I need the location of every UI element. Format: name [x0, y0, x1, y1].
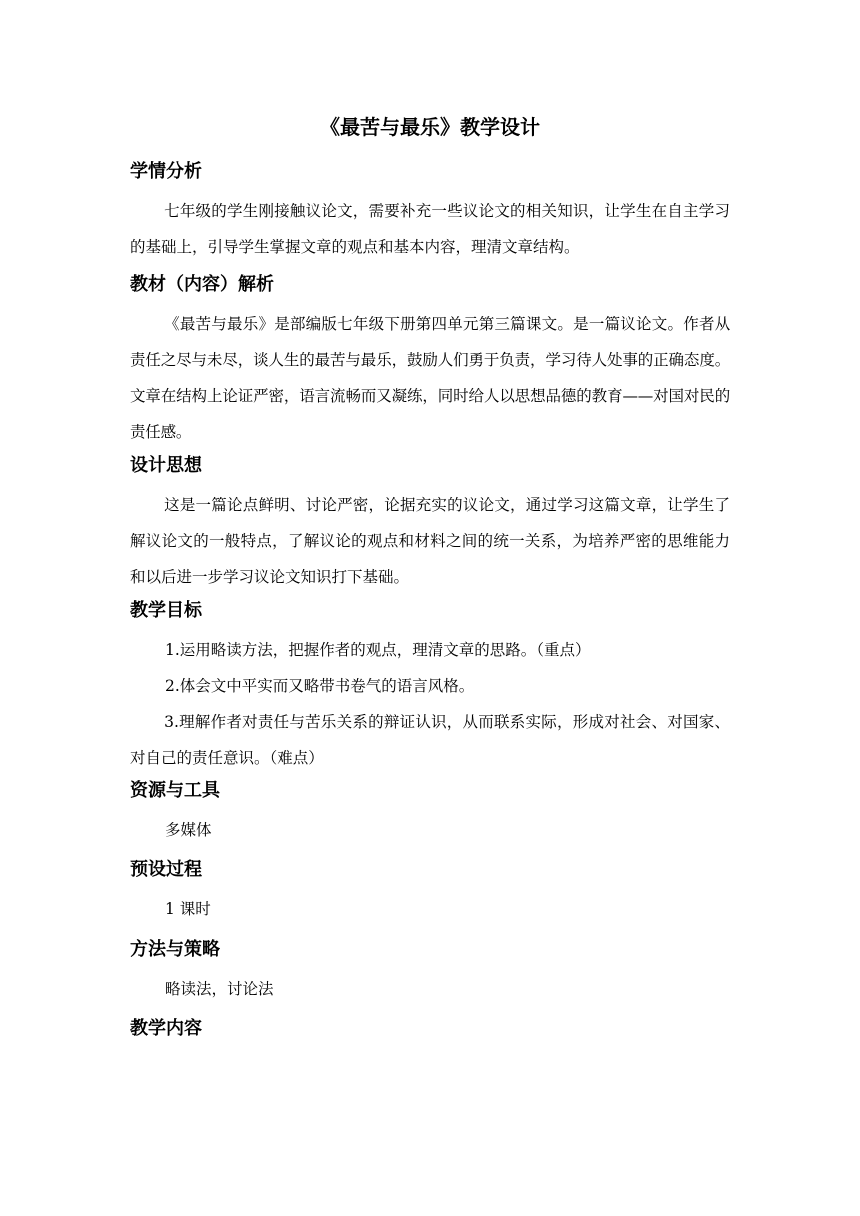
section-paragraph-planned-process: 1 课时 — [165, 900, 211, 918]
teaching-goal-item-2: 2.体会文中平实而又略带书卷气的语言风格。 — [165, 677, 475, 695]
teaching-goal-item-1: 1.运用略读方法，把握作者的观点，理清文章的思路。（重点） — [165, 641, 591, 659]
section-paragraph-methods-strategies: 略读法，讨论法 — [165, 980, 274, 998]
section-heading-teaching-content: 教学内容 — [130, 1018, 202, 1039]
section-heading-planned-process: 预设过程 — [130, 859, 202, 880]
section-heading-teaching-goals: 教学目标 — [130, 600, 202, 621]
section-paragraph-material-analysis: 《最苦与最乐》是部编版七年级下册第四单元第三篇课文。是一篇议论文。作者从责任之尽与未尽，谈人生的最苦与最乐，鼓励人们勇于负责，学习待人处事的正确态度。文章在结构上论证严密，语言流畅而又凝练，同时给人以思想品德的教育——对国对民的责任感。 — [130, 315, 730, 441]
section-heading-methods-strategies: 方法与策略 — [130, 939, 220, 960]
document-title: 《最苦与最乐》教学设计 — [320, 115, 540, 139]
section-paragraph-design-idea: 这是一篇论点鲜明、讨论严密，论据充实的议论文，通过学习这篇文章，让学生了解议论文的一般特点，了解议论的观点和材料之间的统一关系，为培养严密的思维能力和以后进一步学习议论文知识打下基础。 — [130, 496, 730, 586]
section-paragraph-resources-tools: 多媒体 — [165, 821, 212, 839]
section-heading-resources-tools: 资源与工具 — [130, 780, 220, 801]
section-heading-design-idea: 设计思想 — [130, 455, 202, 476]
section-heading-material-analysis: 教材（内容）解析 — [130, 274, 274, 295]
teaching-goal-item-3: 3.理解作者对责任与苦乐关系的辩证认识，从而联系实际，形成对社会、对国家、对自己的责任意识。（难点） — [130, 713, 730, 767]
section-heading-learner-analysis: 学情分析 — [130, 161, 202, 182]
section-paragraph-learner-analysis: 七年级的学生刚接触议论文，需要补充一些议论文的相关知识，让学生在自主学习的基础上，引导学生掌握文章的观点和基本内容，理清文章结构。 — [130, 202, 730, 256]
